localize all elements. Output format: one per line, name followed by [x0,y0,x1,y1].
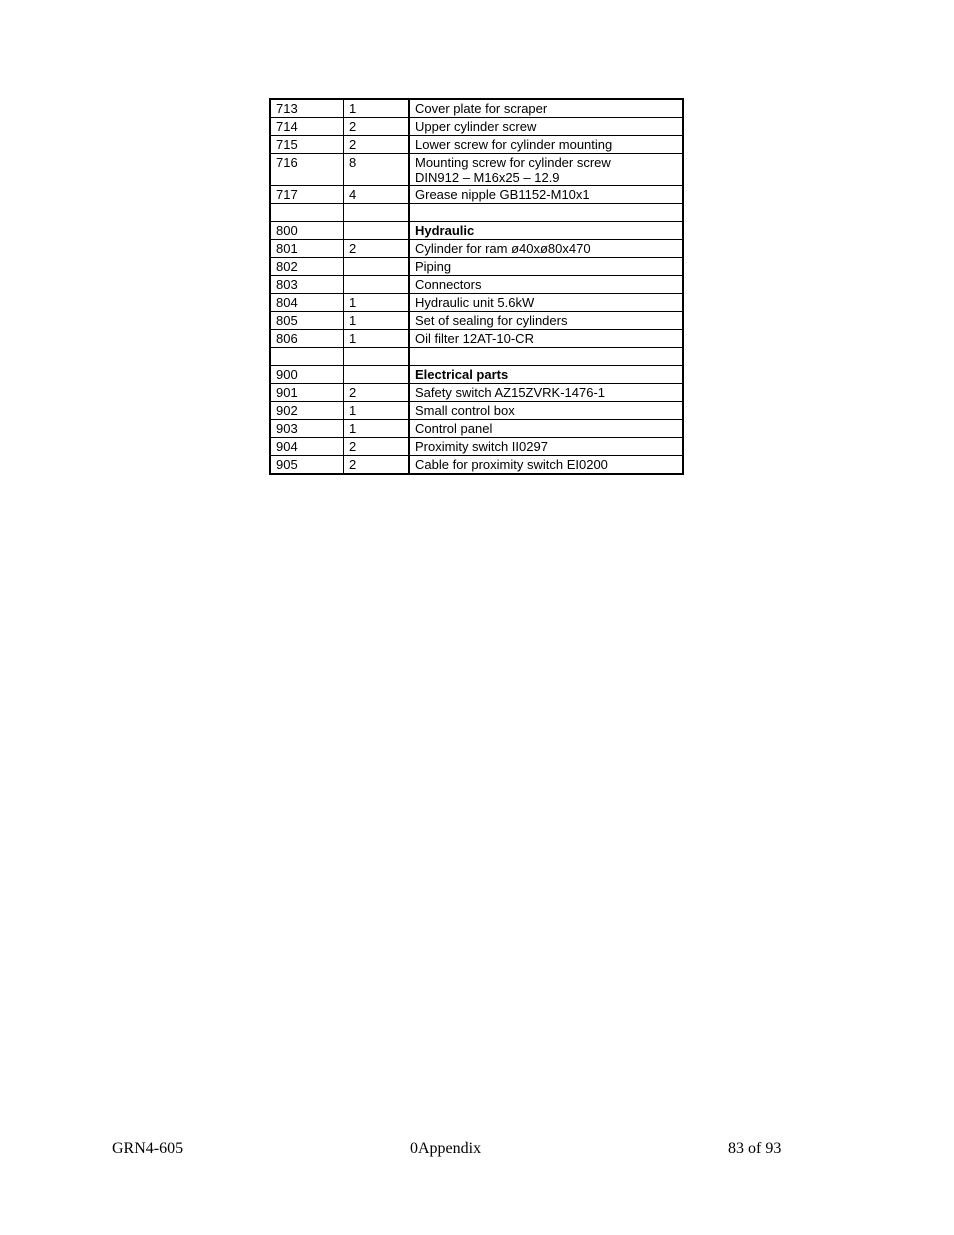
quantity-cell [344,258,410,276]
description-cell: Upper cylinder screw [409,118,683,136]
part-number-cell: 717 [270,186,344,204]
description-cell: Lower screw for cylinder mounting [409,136,683,154]
footer-document-id: GRN4-605 [112,1140,184,1157]
part-number-cell: 902 [270,402,344,420]
description-cell: Grease nipple GB1152-M10x1 [409,186,683,204]
part-number-cell: 714 [270,118,344,136]
footer-section-title: 0Appendix [410,1140,482,1157]
description-cell: Piping [409,258,683,276]
table-row [270,258,683,276]
quantity-cell: 1 [344,402,410,420]
table-row [270,240,683,258]
quantity-cell: 2 [344,240,410,258]
description-cell: Small control box [409,402,683,420]
table-row [270,438,683,456]
table-row [270,154,683,186]
part-number-cell: 905 [270,456,344,475]
quantity-cell [344,222,410,240]
description-line-2: DIN912 – M16x25 – 12.9 [415,170,560,185]
part-number-cell: 904 [270,438,344,456]
part-number-cell: 713 [270,99,344,118]
description-line: Mounting screw for cylinder screw [415,155,611,170]
quantity-cell [344,204,410,222]
part-number-cell: 803 [270,276,344,294]
table-row [270,456,683,475]
description-cell: Cover plate for scraper [409,99,683,118]
description-cell [409,348,683,366]
quantity-cell: 1 [344,294,410,312]
table-row-heading [270,222,683,240]
quantity-cell: 2 [344,118,410,136]
description-cell: Safety switch AZ15ZVRK-1476-1 [409,384,683,402]
quantity-cell [344,276,410,294]
quantity-cell: 2 [344,136,410,154]
table-row [270,186,683,204]
part-number-cell [270,204,344,222]
table-row [270,294,683,312]
section-heading-cell: Electrical parts [409,366,683,384]
parts-table [269,98,684,475]
description-cell: Oil filter 12AT-10-CR [409,330,683,348]
table-row-spacer [270,204,683,222]
quantity-cell: 2 [344,384,410,402]
part-number-cell: 901 [270,384,344,402]
description-cell: Cylinder for ram ø40xø80x470 [409,240,683,258]
table-row [270,420,683,438]
description-cell [409,204,683,222]
part-number-cell: 806 [270,330,344,348]
quantity-cell [344,366,410,384]
description-cell: Cable for proximity switch EI0200 [409,456,683,475]
quantity-cell: 2 [344,456,410,475]
part-number-cell: 715 [270,136,344,154]
description-cell [409,154,683,186]
quantity-cell [344,348,410,366]
description-cell: Hydraulic unit 5.6kW [409,294,683,312]
quantity-cell: 1 [344,312,410,330]
quantity-cell: 2 [344,438,410,456]
table-row [270,402,683,420]
quantity-cell: 1 [344,420,410,438]
part-number-cell: 805 [270,312,344,330]
table-row-heading [270,366,683,384]
table-row [270,384,683,402]
part-number-cell: 802 [270,258,344,276]
table-row [270,136,683,154]
section-heading-cell: Hydraulic [409,222,683,240]
quantity-cell: 4 [344,186,410,204]
quantity-cell: 1 [344,99,410,118]
table-row [270,276,683,294]
part-number-cell: 800 [270,222,344,240]
part-number-cell: 804 [270,294,344,312]
description-cell: Proximity switch II0297 [409,438,683,456]
table-row-spacer [270,348,683,366]
table-row [270,312,683,330]
table-row [270,99,683,118]
description-cell: Control panel [409,420,683,438]
part-number-cell: 716 [270,154,344,186]
description-cell: Set of sealing for cylinders [409,312,683,330]
part-number-cell [270,348,344,366]
part-number-cell: 801 [270,240,344,258]
table-row [270,330,683,348]
quantity-cell: 8 [344,154,410,186]
part-number-cell: 900 [270,366,344,384]
description-cell: Connectors [409,276,683,294]
footer-page-number: 83 of 93 [728,1140,782,1157]
parts-table-body [270,99,683,474]
table-row [270,118,683,136]
part-number-cell: 903 [270,420,344,438]
quantity-cell: 1 [344,330,410,348]
